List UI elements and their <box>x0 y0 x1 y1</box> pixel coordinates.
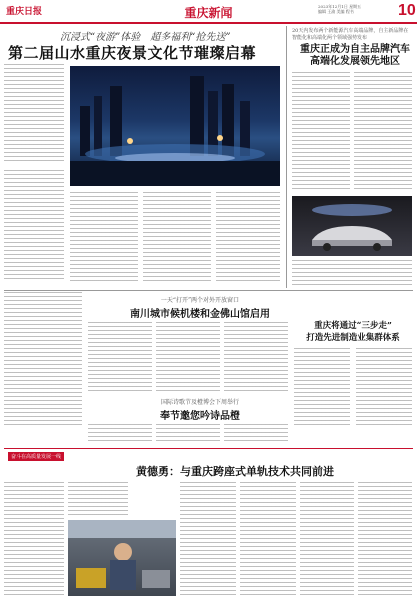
story2-body-col2 <box>354 72 412 192</box>
story5-body-col3 <box>224 424 288 444</box>
newspaper-logo: 重庆日报 <box>6 7 43 17</box>
story1-body-col2 <box>70 192 138 282</box>
story1-body-col3 <box>143 192 211 282</box>
worker-photo <box>68 520 176 596</box>
story-left-body <box>4 292 82 427</box>
column-tag: 奋斗在高质量发展一线 <box>8 452 64 461</box>
masthead <box>0 0 417 24</box>
worker-illustration <box>68 520 176 596</box>
story4-body-col1 <box>294 348 350 428</box>
section-divider-2 <box>4 448 413 449</box>
section-divider-1 <box>4 290 413 291</box>
story3-body-col3 <box>224 322 288 392</box>
story3-kicker: 一天“打开”两个对外开放窗口 <box>160 297 240 304</box>
story5-kicker: 国际诗歌节及橙博会下周举行 <box>160 399 239 406</box>
page-number: 10 <box>398 2 416 19</box>
story5-headline: 奉节邀您吟诗品橙 <box>160 411 240 422</box>
story1-kicker: 沉浸式“夜游”体验 超多福利“抢先送” <box>60 32 231 43</box>
skyline-illustration <box>70 66 280 186</box>
story6-body-col1 <box>4 482 64 596</box>
date-info <box>318 4 361 14</box>
story2-headline: 重庆正成为自主品牌汽车 高端化发展领先地区 <box>300 44 410 67</box>
story6-body-col6 <box>358 482 412 596</box>
story1-body-col1 <box>4 64 64 164</box>
column-divider <box>286 26 287 288</box>
section-title: 重庆新闻 <box>184 6 233 20</box>
story6-body-col4 <box>240 482 296 596</box>
story6-body-col5 <box>300 482 354 596</box>
story2-body-col1 <box>292 72 350 192</box>
date-line: 2023年12月1日 星期五 <box>318 4 362 9</box>
story5-body-col2 <box>156 424 220 444</box>
editor-line: 编辑 王渝 美编 程书 <box>318 9 354 14</box>
car-illustration <box>292 196 412 256</box>
car-launch-photo <box>292 196 412 256</box>
story4-headline: 重庆将通过“三步走” 打造先进制造业集群体系 <box>306 321 400 343</box>
story5-body-col1 <box>88 424 152 444</box>
story3-body-col2 <box>156 322 220 392</box>
story1-body-col1b <box>4 170 64 280</box>
story1-headline: 第二届山水重庆夜景文化节璀璨启幕 <box>8 44 257 62</box>
story2-kicker: 20天内发布两个新能源汽车高端品牌，自主新品牌在智能化和高端化两个领域强势发布 <box>292 28 409 41</box>
story3-headline: 南川城市候机楼和金佛山馆启用 <box>130 309 270 320</box>
story6-body-col3 <box>180 482 236 596</box>
story4-body-col2 <box>356 348 412 428</box>
story2-caption <box>292 260 412 286</box>
story3-body-col1 <box>88 322 152 392</box>
story6-body-col2 <box>68 482 128 518</box>
night-skyline-photo <box>70 66 280 186</box>
story6-headline: 黄德勇：与重庆跨座式单轨技术共同前进 <box>136 465 334 478</box>
story1-body-col4 <box>216 192 280 282</box>
